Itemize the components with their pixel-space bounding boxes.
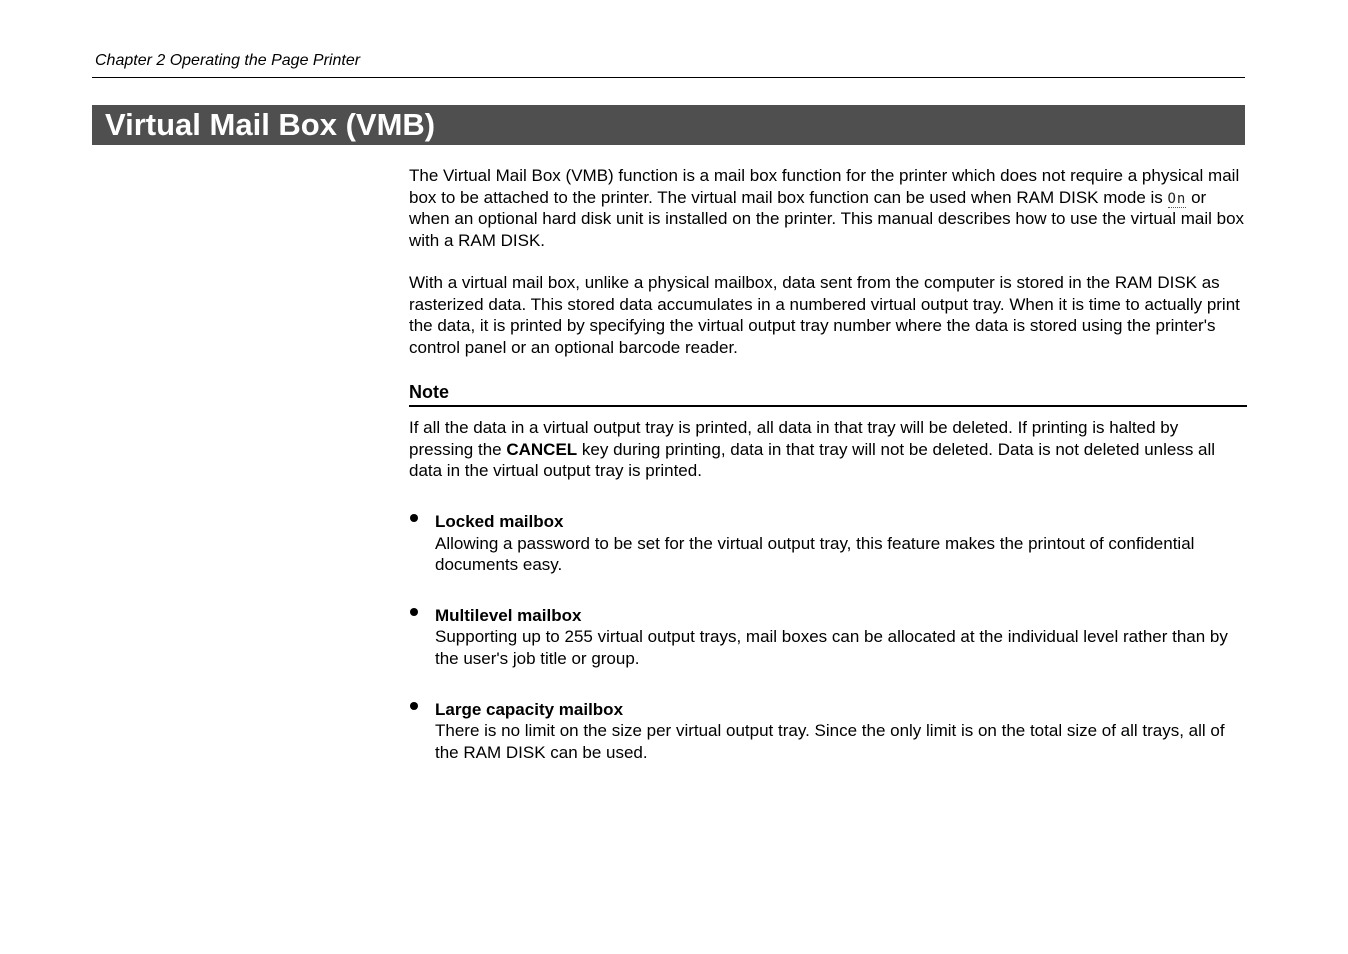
intro-text-end: or when an optional hard disk unit is installed on the printer. This manual describes how to use the virtual mail box with a RAM DISK. [409,187,1245,250]
note-heading [409,381,1247,407]
feature-title: Multilevel mailbox [435,605,582,625]
intro-paragraph-2 [409,272,1247,358]
cancel-key-label: CANCEL [506,439,578,459]
intro-paragraph-2-text: With a virtual mail box, unlike a physical mailbox, data sent from the computer is stored in the RAM DISK as rasterized data. This stored data accumulates in a numbered virtual output tray. When it is time to actually print the data, it is printed by specifying the virtual output tray number where the data is stored using the printer's control panel or an optional barcode reader. [409,273,1240,357]
intro-text-start: The Virtual Mail Box (VMB) function is a mail box function for the printer which does not require a physical mail box to be attached to the printer. The virtual mail box function can be used when RAM DISK mode is [409,166,1240,207]
running-header: Chapter 2 Operating the Page Printer [95,52,361,69]
section-title-bar [92,105,1245,145]
feature-item-locked-mailbox [409,511,1247,576]
feature-description: Allowing a password to be set for the virtual output tray, this feature makes the printout of confidential documents easy. [435,533,1195,575]
feature-description: Supporting up to 255 virtual output trays, mail boxes can be allocated at the individual level rather than by the user's job title or group. [435,627,1228,668]
bullet-icon [410,702,418,710]
bullet-icon [410,608,418,616]
intro-paragraph-1 [409,165,1247,251]
note-label: Note [409,382,449,402]
feature-title: Locked mailbox [435,512,564,531]
section-title: Virtual Mail Box (VMB) [105,107,436,142]
feature-description: There is no limit on the size per virtual output tray. Since the only limit is on the total size of all trays, all of the RAM DISK can be used. [435,721,1225,762]
feature-item-large-capacity-mailbox [409,699,1247,764]
note-text-start: If all the data in a virtual output tray is printed, all data in that tray will be deleted. If printing is halted by pressing the [409,418,1179,459]
note-paragraph [409,417,1247,482]
feature-item-multilevel-mailbox [409,605,1247,670]
feature-title: Large capacity mailbox [435,699,624,719]
feature-list [409,511,1247,792]
bullet-icon [410,514,418,522]
lcd-display-value: On [1167,190,1187,207]
note-text-end: key during printing, data in that tray will not be deleted. Data is not deleted unless all data in the virtual output tray is printed. [409,439,1216,481]
header-divider [92,77,1245,78]
